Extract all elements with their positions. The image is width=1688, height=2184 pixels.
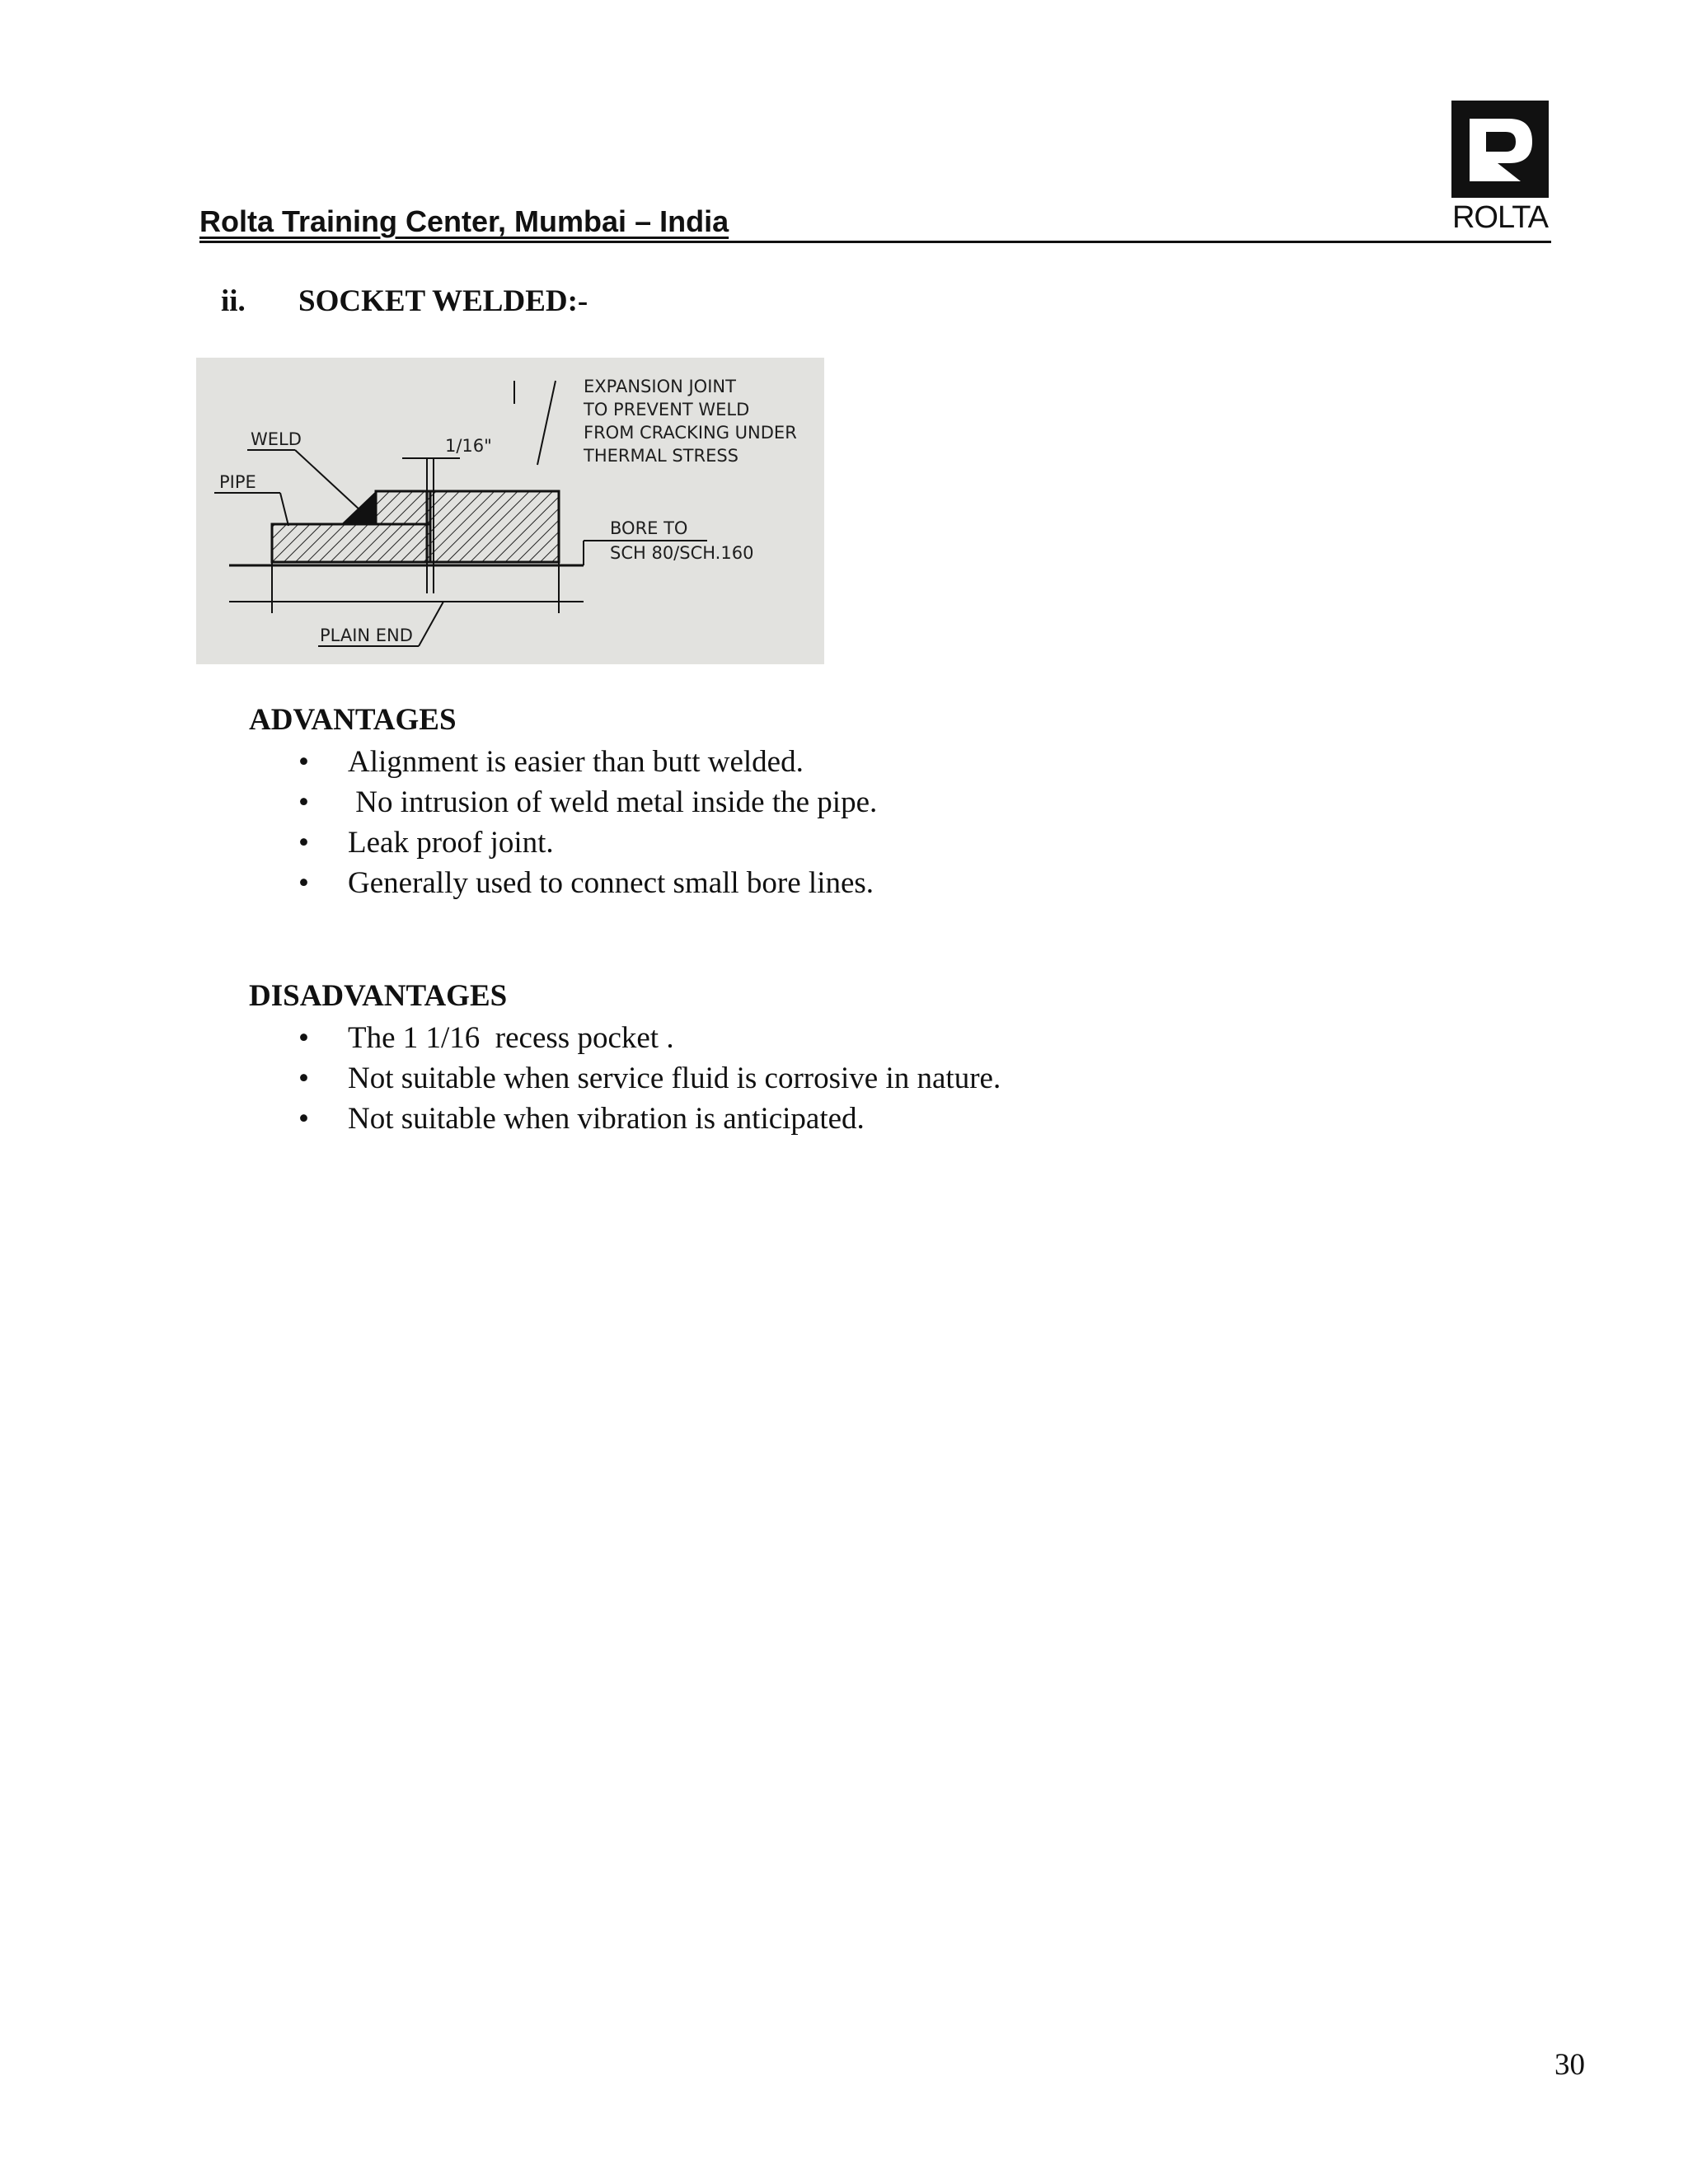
bullet-icon: • <box>298 1021 309 1055</box>
bullet-icon: • <box>298 745 309 779</box>
rolta-logo-icon <box>1451 101 1549 198</box>
rolta-logo-text: ROLTA <box>1451 200 1549 235</box>
label-thermal-stress: THERMAL STRESS <box>584 446 739 466</box>
section-number: ii. <box>221 284 246 318</box>
bullet-icon: • <box>298 1062 309 1095</box>
label-prevent-weld: TO PREVENT WELD <box>584 400 750 419</box>
document-header-title: Rolta Training Center, Mumbai – India <box>199 204 729 238</box>
label-plain-end: PLAIN END <box>320 626 413 645</box>
list-item: • The 1 1/16 recess pocket . <box>0 1018 1484 1058</box>
label-gap-dimension: 1/16" <box>445 436 492 456</box>
rolta-logo <box>1447 101 1553 234</box>
list-item: • Leak proof joint. <box>0 823 1484 863</box>
bullet-icon: • <box>298 866 309 900</box>
disadvantages-heading: DISADVANTAGES <box>249 979 508 1013</box>
socket-weld-diagram <box>196 358 824 664</box>
bullet-icon: • <box>298 785 309 819</box>
list-item: • No intrusion of weld metal inside the pipe. <box>0 782 1484 823</box>
advantages-heading: ADVANTAGES <box>249 703 457 737</box>
header-divider <box>199 241 1551 243</box>
label-schedule: SCH 80/SCH.160 <box>610 543 754 563</box>
disadvantages-list <box>0 1018 1484 1139</box>
list-item: • Alignment is easier than butt welded. <box>0 742 1484 782</box>
socket-fitting <box>427 491 559 562</box>
label-cracking-under: FROM CRACKING UNDER <box>584 423 797 443</box>
page-number: 30 <box>1554 2048 1585 2082</box>
list-item: • Not suitable when service fluid is corrosive in nature. <box>0 1058 1484 1099</box>
section-title: SOCKET WELDED:- <box>298 284 588 318</box>
bullet-icon: • <box>298 826 309 860</box>
label-bore-to: BORE TO <box>610 518 688 538</box>
list-item: • Generally used to connect small bore lines. <box>0 863 1484 903</box>
advantages-list <box>0 742 1484 903</box>
bullet-icon: • <box>298 1102 309 1136</box>
list-item: • Not suitable when vibration is anticipated. <box>0 1099 1484 1139</box>
label-expansion-joint: EXPANSION JOINT <box>584 377 736 396</box>
label-weld: WELD <box>251 429 302 449</box>
label-pipe: PIPE <box>219 472 256 492</box>
pipe-body <box>272 524 430 562</box>
